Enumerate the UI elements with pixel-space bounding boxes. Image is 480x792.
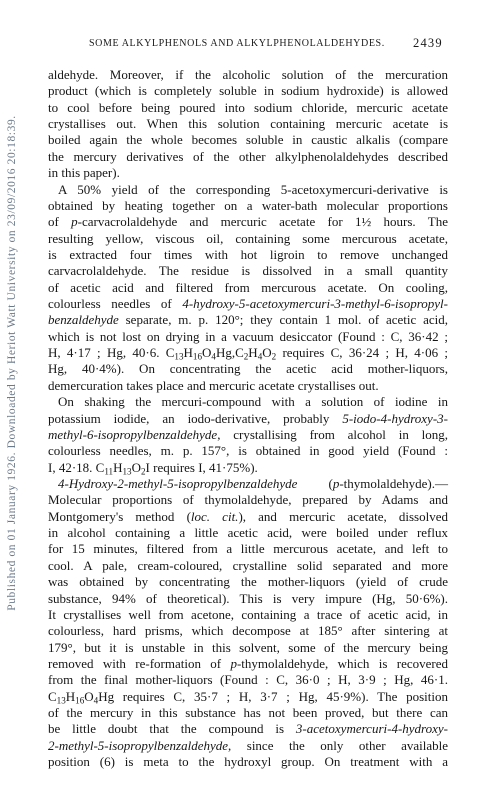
text-line	[48, 492, 448, 508]
text-line	[48, 443, 448, 459]
text-line	[48, 132, 448, 148]
text-run: of acetic acid and filtered from mercurous acetate. On cooling,	[48, 279, 448, 295]
italic-run: p	[71, 214, 78, 230]
text-line	[48, 705, 448, 721]
italic-run: 4-hydroxy-5-acetoxymercuri-3-methyl-6-isopropyl-	[182, 296, 448, 312]
italic-run: benzaldehyde	[48, 312, 119, 328]
text-run: product (which is completely soluble in sodium hydroxide) is allowed	[48, 83, 448, 99]
text-line	[48, 83, 448, 99]
text-line	[48, 345, 448, 361]
text-run: carvacrolaldehyde. The residue is dissolved in a small quantity	[48, 263, 448, 279]
text-line	[48, 672, 448, 688]
text-run: for 15 minutes, filtered from a little mercurous acetate, and left to	[48, 541, 448, 557]
subscript: 4	[257, 351, 263, 362]
text-line	[48, 116, 448, 132]
text-line	[48, 378, 448, 394]
page-number: 2439	[413, 36, 443, 50]
text-run: aldehyde. Moreover, if the alcoholic solution of the mercuration	[48, 67, 448, 82]
text-line	[48, 149, 448, 165]
text-run: substance, 94% of theoretical). This is very impure (Hg, 50·6%).	[48, 590, 448, 606]
text-run: H	[183, 345, 193, 361]
text-line	[48, 525, 448, 541]
text-run: in this paper).	[48, 165, 120, 181]
download-notice: Published on 01 January 1926. Downloaded by Heriot Watt University on 23/09/2016 20:18:39.	[6, 115, 18, 611]
text-line	[48, 263, 448, 279]
text-run: 179°, but it is unstable in this solvent, some of the mercury being	[48, 639, 448, 655]
text-line	[48, 460, 448, 476]
text-run: On shaking the mercuri-compound with a solution of iodine in	[58, 394, 448, 410]
text-run: Montgomery's method (	[48, 508, 191, 524]
text-line	[48, 182, 448, 198]
italic-run: 5-iodo-4-hydroxy-3-	[342, 410, 448, 426]
paragraph	[48, 394, 448, 476]
text-run: O	[262, 345, 272, 361]
text-line	[48, 312, 448, 328]
text-line	[48, 394, 448, 410]
text-run: in alcohol containing a little acetic acid, were boiled under reflux	[48, 525, 448, 541]
text-run: removed with re-formation of	[48, 655, 231, 671]
text-run: colourless, hard prisms, which decompose at 185° after sintering at	[48, 623, 448, 639]
text-run: resulting yellow, viscous oil, containing some mercurous acetate,	[48, 230, 448, 246]
italic-run: p	[230, 655, 237, 671]
text-run: Hg,C	[215, 345, 244, 361]
text-run: , since the only other available	[228, 737, 448, 753]
text-run: H	[113, 459, 123, 475]
text-run: Hg requires C, 35·7 ; H, 3·7 ; Hg, 45·9%). The position	[98, 688, 448, 704]
text-run: H	[65, 688, 76, 704]
text-run: crystallises out. When this solution containing mercuric acetate is	[48, 116, 448, 132]
subscript: 13	[174, 351, 184, 362]
text-run: requires C, 36·24 ; H, 4·06 ;	[276, 345, 449, 361]
text-run: be little doubt that the compound is	[48, 721, 296, 737]
text-run: of	[48, 214, 72, 230]
text-line	[48, 165, 448, 181]
text-line	[48, 656, 448, 672]
text-line	[48, 100, 448, 116]
subscript: 13	[56, 695, 66, 706]
text-line	[48, 574, 448, 590]
text-line	[48, 640, 448, 656]
text-run: Hg, 40·4%). On concentrating the acetic acid mother-liquors,	[48, 361, 448, 377]
paragraph	[48, 182, 448, 395]
text-line	[48, 296, 448, 312]
text-run: I requires I, 41·75%).	[145, 459, 258, 475]
subscript: 2	[243, 351, 249, 362]
text-run: colourless needles of	[48, 296, 183, 312]
text-run: C	[48, 688, 57, 704]
subscript: 2	[140, 466, 146, 477]
paragraph	[48, 67, 448, 182]
text-line	[48, 721, 448, 737]
italic-run: 2-methyl-5-isopropylbenzaldehyde	[48, 737, 229, 753]
text-line	[48, 476, 448, 492]
text-run: H, 4·17 ; Hg, 40·6. C	[48, 345, 175, 361]
text-line	[48, 754, 448, 770]
text-run: H	[248, 345, 258, 361]
subscript: 4	[211, 351, 216, 362]
text-line	[48, 247, 448, 263]
text-line	[48, 738, 448, 754]
text-run: O	[202, 345, 212, 361]
text-run: obtained by heating together on a water-bath molecular proportions	[48, 197, 448, 213]
text-run: colourless needles, m. p. 157°, is obtained in good yield (Found :	[48, 443, 448, 459]
text-line	[48, 214, 448, 230]
text-line	[48, 689, 448, 705]
text-line	[48, 280, 448, 296]
text-run: cool. A pale, cream-coloured, crystalline solid separated and more	[48, 557, 448, 573]
text-run: O	[84, 688, 94, 704]
text-run: from the final mother-liquors (Found : C, 36·0 ; H, 3·9 ; Hg, 46·1.	[48, 672, 448, 688]
text-run: It crystallises well from acetone, containing a trace of acetic acid, in	[48, 606, 448, 622]
text-run: -thymolaldehyde).—	[339, 475, 448, 491]
text-line	[48, 541, 448, 557]
subscript: 16	[75, 695, 85, 706]
text-run: , crystallising from alcohol in long,	[217, 426, 448, 442]
text-line	[48, 198, 448, 214]
text-run: demercuration takes place and mercuric acetate crystallises out.	[48, 377, 379, 393]
text-run: is extracted four times with hot ligroin to remove unchanged	[48, 246, 448, 262]
text-line	[48, 427, 448, 443]
subscript: 4	[93, 695, 99, 706]
text-line	[48, 623, 448, 639]
subscript: 13	[122, 466, 132, 477]
text-run: separate, m. p. 120°; they contain 1 mol. of acetic acid,	[118, 312, 448, 328]
text-run: -thymolaldehyde, which is recovered	[236, 655, 448, 671]
text-run: which is not lost on drying in a vacuum desiccator (Found : C, 36·42 ;	[48, 328, 448, 344]
text-line	[48, 361, 448, 377]
text-line	[48, 607, 448, 623]
text-run: -carvacrolaldehyde and mercuric acetate for 1½ hours. The	[77, 214, 448, 230]
text-run: of the mercury in this substance has not been proved, but there can	[48, 705, 448, 721]
running-title: SOME ALKYLPHENOLS AND ALKYLPHENOLALDEHYDES.	[89, 38, 385, 49]
italic-run: loc. cit.	[190, 508, 239, 524]
subscript: 16	[192, 351, 202, 362]
text-run: I, 42·18. C	[48, 459, 105, 475]
text-run: boiled again the whole becomes soluble in caustic alkalis (compare	[48, 132, 448, 148]
text-run: (	[297, 475, 333, 491]
paragraph	[48, 476, 448, 770]
body-text	[48, 67, 448, 770]
text-line	[48, 67, 448, 83]
text-line	[48, 411, 448, 427]
italic-run: p	[332, 475, 340, 491]
text-run: Molecular proportions of thymolaldehyde, prepared by Adams and	[48, 492, 448, 508]
italic-run: methyl-6-isopropylbenzaldehyde	[48, 426, 218, 442]
italic-run: 4-Hydroxy-2-methyl-5-isopropylbenzaldehyde	[58, 475, 298, 491]
text-run: the mercury derivatives of the other alkylphenolaldehydes described	[48, 148, 448, 164]
subscript: 2	[271, 351, 277, 362]
italic-run: 3-acetoxymercuri-4-hydroxy-	[295, 721, 448, 737]
text-run: position (6) is meta to the hydroxyl group. On treatment with a	[48, 754, 448, 770]
text-line	[48, 558, 448, 574]
text-line	[48, 591, 448, 607]
text-run: ), and mercuric acetate, dissolved	[238, 508, 448, 524]
text-line	[48, 329, 448, 345]
text-run: to cool before being poured into sodium chloride, mercuric acetate	[48, 99, 448, 115]
text-run: A 50% yield of the corresponding 5-acetoxymercuri-derivative is	[58, 181, 448, 197]
subscript: 11	[104, 466, 114, 477]
text-run: was obtained by concentrating the mother-liquors (yield of crude	[48, 574, 448, 590]
text-line	[48, 509, 448, 525]
text-run: O	[131, 459, 141, 475]
text-run: potassium iodide, an iodo-derivative, probably	[48, 410, 343, 426]
text-line	[48, 231, 448, 247]
